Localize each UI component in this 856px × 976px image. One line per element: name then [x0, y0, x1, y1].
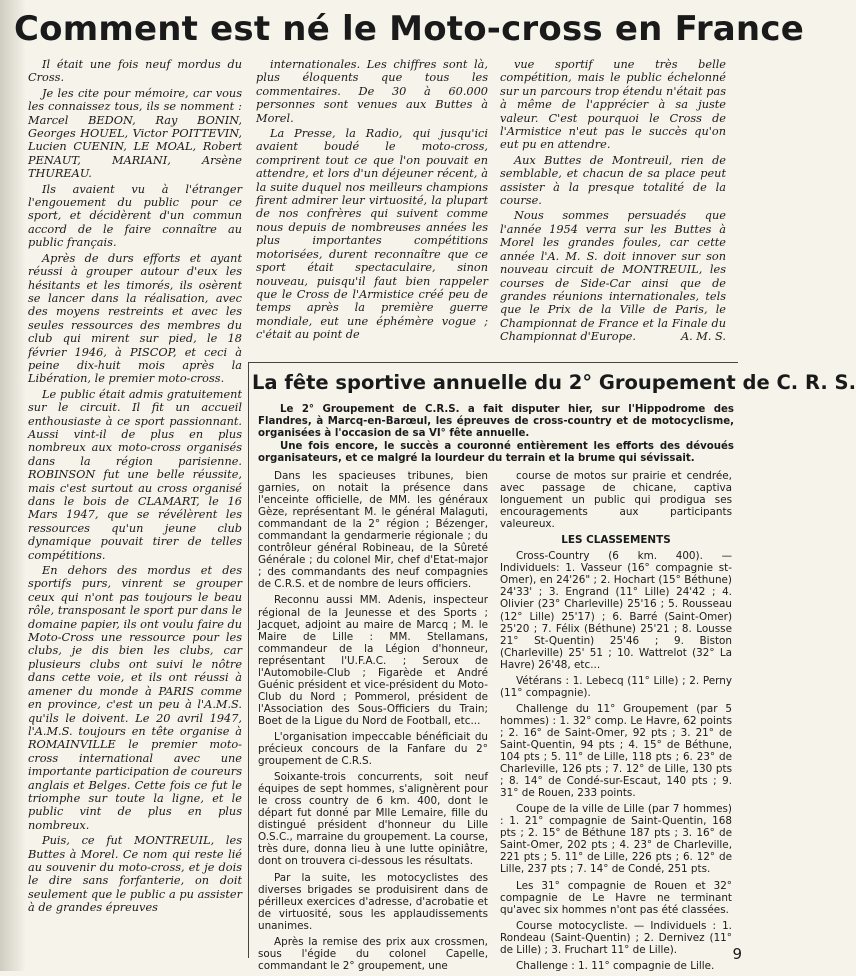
paragraph: Reconnu aussi MM. Adenis, inspecteur régional de la Jeunesse et des Sports ; Jacquet, adjoint au maire de Marcq ; M. le Maire de Lille : MM. Stellamans, commandeur de la Légion d'honneur, représentant l'U.F.A.C. ; Seroux de l'Automobile-Club ; Figarède et André Guénic président et vice-président du Moto-Club du Nord ; Pommerol, président de l'Association des Sous-Officiers du Train; Boet de la Ligue du Nord de Football, etc... — [258, 594, 488, 727]
result-paragraph: Challenge : 1. 11° compagnie de Lille. — [516, 959, 715, 972]
result-paragraph: Course motocycliste. — Individuels : 1. Rondeau (Saint-Quentin) ; 2. Dernivez (11° de Lille) ; 3. Fruchart 11° de Lille). — [500, 919, 732, 956]
paragraph: course de motos sur prairie et cendrée, avec passage de chicane, captiva longuement un public qui prodigua ses encouragements aux participants valeureux. — [500, 470, 732, 531]
paragraph: vue sportif une très belle compétition, mais le public échelonné sur un parcours trop étendu n'était pas à même de l'apprécier à sa juste valeur. C'est pourquoi le Cross de l'Armistice n'eut pas le succès qu'on eut pu en attendre. — [500, 58, 726, 152]
paragraph: Soixante-trois concurrents, soit neuf équipes de sept hommes, s'alignèrent pour le cross country de 6 km. 400, dont le départ fut donné par Mlle Lemaire, fille du distingué président d'honneur du Lille O.S.C., marraine du groupement. La course, très dure, donna lieu à une lutte opiniâtre, dont on trouvera ci-dessous les résultats. — [258, 771, 488, 868]
paragraph: En dehors des mordus et des sportifs purs, vinrent se grouper ceux qui n'ont pas toujours le beau rôle, transposant le sport pur dans le domaine papier, ils ont voulu faire du Moto-Cross une ressource pour les clubs, je dis bien les clubs, car plusieurs clubs ont suivi le nôtre dans cette voie, et ils ont réussi à amener du monde à PARIS comme en province, c'est un peu à l'A.M.S. qu'ils le doivent. Le 20 avril 1947, l'A.M.S. toujours en tête organise à ROMAINVILLE le premier moto-cross international avec une importante participation de coureurs anglais et Belges. Cette fois ce fut le triomphe sur toute la ligne, et le public vint de plus en plus nombreux. — [28, 564, 242, 832]
lead-paragraph: Le 2° Groupement de C.R.S. a fait disputer hier, sur l'Hippodrome des Flandres, à Marcq-en-Barœul, les épreuves de cross-country et de motocyclisme, organisées à l'occasion de sa VI° fête annuelle. — [258, 404, 734, 440]
paragraph: Puis, ce fut MONTREUIL, les Buttes à Morel. Ce nom qui reste lié au souvenir du moto-cross, et je dois le dire sans forfanterie, on doit seulement que le public a pu assister à de grandes épreuves — [28, 834, 242, 915]
article-column-2 — [256, 58, 488, 344]
result-paragraph: Coupe de la ville de Lille (par 7 hommes) : 1. 21° compagnie de Saint-Quentin, 168 pts ; 2. 15° de Béthune 187 pts ; 3. 16° de Saint-Omer, 202 pts ; 4. 23° de Charleville, 221 pts ; 5. 11° de Lille, 226 pts ; 6. 12° de Lille, 237 pts ; 7. 14° de Condé, 251 pts. — [500, 803, 732, 876]
horizontal-divider — [248, 362, 738, 363]
paragraph: L'organisation impeccable bénéficiait du précieux concours de la Fanfare du 2° groupement de C.R.S. — [258, 730, 488, 768]
paragraph: Je les cite pour mémoire, car vous les connaissez tous, ils se nomment : Marcel BEDON, Ray BONIN, Georges HOUEL, Victor POITTEVIN, Lucien CUENIN, LE MOAL, Robert PENAUT, MARIANI, Arsène THUREAU. — [28, 86, 242, 181]
article-column-3 — [500, 58, 726, 346]
paragraph-text: Nous sommes persuadés que l'année 1954 verra sur les Buttes à Morel les grandes foules, car cette année l'A. M. S. doit innover sur son nouveau circuit de MONTREUIL, les courses de Side-Car ainsi que de grandes réunions internationales, tels que le Prix de la Ville de Paris, le Championnat de France et la Finale du Championnat d'Europe. — [500, 209, 726, 344]
article2-column-right — [500, 470, 732, 976]
paragraph: internationales. Les chiffres sont là, plus éloquents que tous les commentaires. De 30 à 60.000 personnes sont venues aux Buttes à Morel. — [256, 58, 488, 125]
article2-column-left — [258, 470, 488, 976]
result-paragraph: Les 31° compagnie de Rouen et 32° compagnie de Le Havre ne terminant qu'avec six hommes n'ont pas été classées. — [500, 879, 732, 916]
result-paragraph: Vétérans : 1. Lebecq (11° Lille) ; 2. Perny (11° compagnie). — [500, 674, 732, 699]
result-paragraph: Cross-Country (6 km. 400). — Individuels: 1. Vasseur (16° compagnie st-Omer), en 24'26" ; 2. Hochart (15° Béthune) 24'33' ; 3. Engrand (11° Lille) 24'42 ; 4. Olivier (23° Charleville) 25'16 ; 5. Rousseau (12° Lille) 25'17) ; 6. Barré (Saint-Omer) 25'20 ; 7. Félix (Béthune) 25'21 ; 8. Lousse 21° St-Quentin) 25'46 ; 9. Biston (Charleville) 25' 51 ; 10. Wattrelot (32° La Havre) 26'48, etc... — [500, 550, 732, 671]
page-title: Comment est né le Moto-cross en France — [14, 9, 804, 49]
paragraph: Après la remise des prix aux crossmen, sous l'égide du colonel Capelle, commandant le 2° groupement, une — [258, 935, 488, 972]
paragraph: Aux Buttes de Montreuil, rien de semblable, et chacun de sa place peut assister à la presque totalité de la course. — [500, 153, 726, 208]
page-gutter-shadow — [0, 0, 26, 971]
paragraph: Par la suite, les motocyclistes des diverses brigades se produisirent dans de périlleux exercices d'adresse, d'acrobatie et de virtuosité, sous les applaudissements unanimes. — [258, 871, 488, 932]
classements-heading: LES CLASSEMENTS — [561, 534, 671, 547]
paragraph — [500, 209, 726, 343]
article-column-1 — [28, 58, 242, 917]
paragraph: Il était une fois neuf mordus du Cross. — [28, 58, 242, 85]
paragraph: La Presse, la Radio, qui jusqu'ici avaient boudé le moto-cross, comprirent tout ce que l'on pouvait en attendre, et lors d'un déjeuner récent, à la suite duquel nos meilleurs champions firent admirer leur virtuosité, la plupart de nos confrères qui suivent comme nous depuis de nombreuses années les plus importantes compétitions motorisées, durent reconnaître que ce sport était spectaculaire, sinon nouveau, puisqu'il faut bien rappeler que le Cross de l'Armistice créé peu de temps après la première guerre mondiale, eut une éphémère vogue ; c'était au point de — [256, 127, 488, 342]
paragraph: Après de durs efforts et ayant réussi à grouper autour d'eux les hésitants et les timorés, ils osèrent se lancer dans la réalisation, avec des moyens restreints et avec les seules ressources des membres du club qui mirent sur pied, le 18 février 1946, à PISCOP, et ceci à peine dix-huit mois après la Libération, le premier moto-cross. — [28, 251, 242, 386]
article2-lead — [258, 404, 734, 465]
paragraph: Ils avaient vu à l'étranger l'engouement du public pour ce sport, et décidèrent d'un commun accord de le faire connaître au public français. — [28, 182, 242, 250]
paragraph: Le public était admis gratuitement sur le circuit. Il fit un accueil enthousiaste à ce sport passionnant. Aussi vint-il de plus en plus nombreux aux moto-cross organisés dans la région parisienne. ROBINSON fut une belle réussite, mais c'est surtout au cross organisé dans le bois de CLAMART, le 16 Mars 1947, que se révélèrent les ressources qu'un jeune club dynamique pouvait tirer de telles compétitions. — [28, 387, 242, 562]
article2-heading: La fête sportive annuelle du 2° Groupement de C. R. S. — [252, 371, 856, 394]
paragraph: Dans les spacieuses tribunes, bien garnies, on notait la présence dans l'enceinte officielle, de MM. les généraux Gèze, représentant M. le général Malaguti, commandant de la 2° région ; Bézenger, commandant la gendarmerie régionale ; du contrôleur général Robineau, de la Sûreté Générale ; du colonel Mir, chef d'Etat-major ; des commandants des neuf compagnies de C.R.S. et de nombre de leurs officiers. — [258, 470, 488, 591]
lead-paragraph: Une fois encore, le succès a couronné entièrement les efforts des dévoués organisateurs, et ce malgré la lourdeur du terrain et la brume qui sévissait. — [258, 440, 734, 464]
result-paragraph: Challenge du 11° Groupement (par 5 hommes) : 1. 32° comp. Le Havre, 62 points ; 2. 16° de Saint-Omer, 92 pts ; 3. 21° de Saint-Quentin, 94 pts ; 4. 15° de Béthune, 104 pts ; 5. 11° de Lille, 118 pts ; 6. 23° de Charleville, 126 pts ; 7. 12° de Lille, 130 pts ; 8. 14° de Condé-sur-Escaut, 140 pts ; 9. 31° de Rouen, 233 points. — [500, 702, 732, 800]
article-signature: A. M. S. — [680, 330, 726, 344]
vertical-divider — [248, 362, 249, 958]
page-number: 9 — [732, 945, 742, 963]
